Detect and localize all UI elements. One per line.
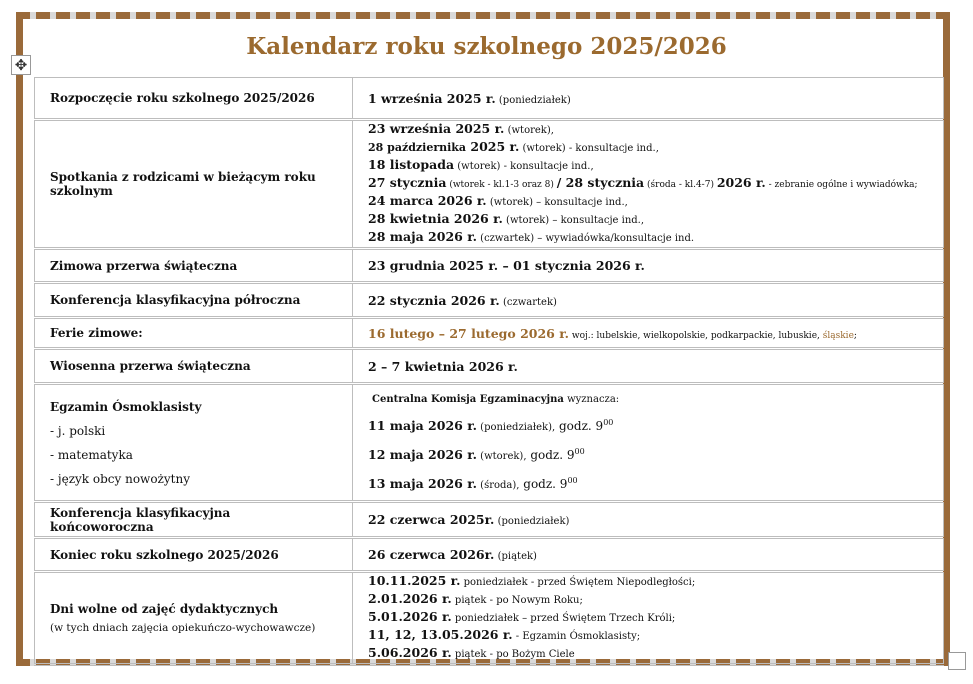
- table-row: [35, 572, 944, 665]
- calendar-table: [34, 77, 944, 666]
- table-row: [35, 349, 944, 384]
- row-label: Konferencja klasyfikacyjna końcoworoczna: [35, 502, 353, 538]
- table-row: [35, 384, 944, 502]
- row-value: Centralna Komisja Egzaminacyjna wyznacza: 11 maja 2026 r. (poniedziałek), godz. $9^{00}$ 12 maja 2026 r. (wtorek), godz. $9^{00}$ 13 maja 2026 r. (środa), godz. $9^{00}$: [353, 384, 944, 502]
- row-value: 1 września 2025 r. (poniedziałek): [353, 78, 944, 120]
- resize-table-handle[interactable]: [948, 652, 966, 670]
- table-row: [35, 249, 944, 283]
- row-value: 23 września 2025 r. (wtorek), 28 października 2025 r. (wtorek) - konsultacje ind., 18 listopada (wtorek) - konsultacje ind., 27 stycznia (wtorek - kl.1-3 oraz 8) / 28 stycznia (środa - kl.4-7) 2026 r. - zebranie ogólne i wywiadówka; 24 marca 2026 r. (wtorek) – konsultacje ind., 28 kwietnia 2026 r. (wtorek) – konsultacje ind., 28 maja 2026 r. (czwartek) – wywiadówka/konsultacje ind.: [353, 120, 944, 249]
- row-value: 22 czerwca 2025r. (poniedziałek): [353, 502, 944, 538]
- row-label: Dni wolne od zajęć dydaktycznych (w tych dniach zajęcia opiekuńczo-wychowawcze): [35, 572, 353, 665]
- row-label: Konferencja klasyfikacyjna półroczna: [35, 283, 353, 318]
- table-row: [35, 120, 944, 249]
- row-label: Koniec roku szkolnego 2025/2026: [35, 538, 353, 572]
- row-label: Wiosenna przerwa świąteczna: [35, 349, 353, 384]
- row-value: 10.11.2025 r. poniedziałek - przed Świętem Niepodległości; 2.01.2026 r. piątek - po Nowym Roku; 5.01.2026 r. poniedziałek – przed Świętem Trzech Króli; 11, 12, 13.05.2026 r. - Egzamin Ósmoklasisty; 5.06.2026 r. piątek - po Bożym Ciele: [353, 572, 944, 665]
- row-value: 26 czerwca 2026r. (piątek): [353, 538, 944, 572]
- row-value: 23 grudnia 2025 r. – 01 stycznia 2026 r.: [353, 249, 944, 283]
- row-label: Zimowa przerwa świąteczna: [35, 249, 353, 283]
- page-title: Kalendarz roku szkolnego 2025/2026: [246, 33, 727, 60]
- row-label: Rozpoczęcie roku szkolnego 2025/2026: [35, 78, 353, 120]
- table-row: [35, 283, 944, 318]
- table-row: [35, 78, 944, 120]
- row-value: 2 – 7 kwietnia 2026 r.: [353, 349, 944, 384]
- move-table-icon[interactable]: ✥: [11, 55, 31, 75]
- table-row: [35, 538, 944, 572]
- row-value: 16 lutego – 27 lutego 2026 r. woj.: lubelskie, wielkopolskie, podkarpackie, lubuskie, śląskie;: [353, 318, 944, 349]
- table-row: [35, 318, 944, 349]
- row-label: Spotkania z rodzicami w bieżącym roku szkolnym: [35, 120, 353, 249]
- row-label: Egzamin Ósmoklasisty - j. polski - matematyka - język obcy nowożytny: [35, 384, 353, 502]
- table-row: [35, 502, 944, 538]
- row-label: Ferie zimowe:: [35, 318, 353, 349]
- row-value: 22 stycznia 2026 r. (czwartek): [353, 283, 944, 318]
